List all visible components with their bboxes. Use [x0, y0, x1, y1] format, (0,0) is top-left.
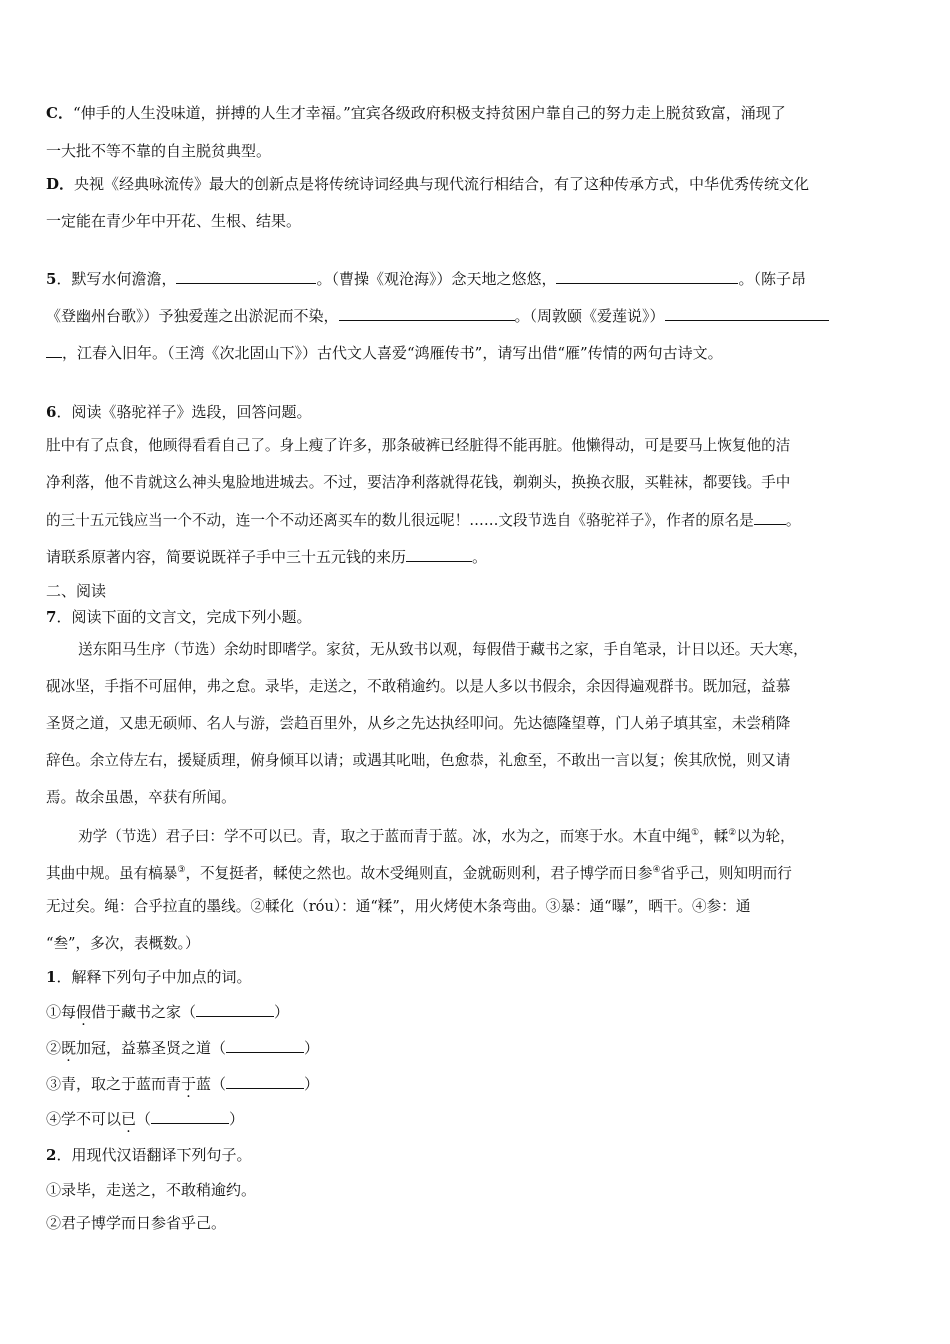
q7-notes-line1: 无过矣。绳：合乎拉直的墨线。②輮化（róu）：通“糅”，用火烤使木条弯曲。③暴：通“曝”，晒干。④参：通 [46, 898, 751, 915]
option-d-line2: 一定能在青少年中开花、生根、结果。 [46, 212, 302, 230]
sub1-item1-dotted-word: 假 [76, 1003, 92, 1021]
q5-blank-4[interactable] [665, 306, 829, 321]
option-c-line2: 一大批不等不靠的自主脱贫典型。 [46, 142, 272, 160]
q6-question-line [46, 547, 487, 567]
sub1-item3-c: 蓝（ [196, 1075, 227, 1093]
sub1-item4-blank[interactable] [151, 1109, 229, 1124]
option-d-label: D． [46, 175, 75, 193]
q5-line3 [46, 343, 723, 363]
q6-title-text: ．阅读《骆驼祥子》选段，回答问题。 [56, 403, 312, 421]
q6-passage-line1: 肚中有了点食，他顾得看看自己了。身上瘦了许多，那条破裤已经脏得不能再脏。他懒得动，可是要马上恢复他的洁 [46, 437, 791, 454]
sub1-item2-dotted-word: 既 [61, 1039, 77, 1057]
q6-text-d: 。 [472, 548, 488, 566]
q7-text2-a: 劝学（节选）君子曰：学不可以已。青，取之于蓝而青于蓝。冰，水为之，而寒于水。木直中绳 [78, 827, 691, 845]
footnote-1-marker: ① [690, 828, 700, 838]
q7-text2-d: 其曲中规。虽有槁暴 [46, 864, 178, 882]
sub1-item3-dotted-word: 于 [181, 1075, 197, 1093]
sub1-item-1 [46, 1002, 289, 1022]
sub1-item-4 [46, 1109, 244, 1129]
q7-text2-b: ，輮 [699, 827, 729, 845]
option-d-line1 [46, 174, 809, 194]
q7-text2-line1 [78, 823, 795, 847]
sub1-item2-close: ） [304, 1039, 320, 1057]
q7-text2-f: 省乎己，则知明而行 [660, 864, 792, 882]
sub2-item-2: ②君子博学而日参省乎己。 [46, 1214, 227, 1232]
q5-line2 [46, 306, 829, 326]
q7-number: 7 [46, 608, 57, 626]
footnote-3-marker: ③ [177, 865, 186, 875]
q5-text-a: ．默写水何澹澹， [56, 270, 177, 288]
sub1-item3-a: ③青，取之于蓝而青 [46, 1075, 182, 1093]
footnote-4-marker: ④ [652, 865, 661, 875]
q7-text2-c: 以为轮， [736, 827, 795, 845]
q5-text-c: 。（陈子昂 [738, 270, 806, 288]
q6-passage-line3 [46, 510, 800, 531]
q7-title-text: ．阅读下面的文言文，完成下列小题。 [56, 608, 312, 626]
q7-text1-line5: 焉。故余虽愚，卒获有所闻。 [46, 789, 236, 806]
q6-text-c: 请联系原著内容，简要说既祥子手中三十五元钱的来历 [46, 548, 407, 566]
q7-text2-line2 [46, 860, 792, 884]
q7-text1-line2: 砚冰坚，手指不可屈伸，弗之怠。录毕，走送之，不敢稍逾约。以是人多以书假余，余因得遍观群书。既加冠，益慕 [46, 678, 791, 695]
q6-text-a: 的三十五元钱应当一个不动，连一个不动还离买车的数儿很远呢！……文段节选自《骆驼祥子》，作者的原名是 [46, 512, 754, 529]
sub1-item-3 [46, 1074, 319, 1094]
sub1-title-text: ．解释下列句子中加点的词。 [56, 968, 252, 986]
sub1-item2-blank[interactable] [226, 1038, 304, 1053]
sub1-number: 1 [46, 968, 57, 986]
sub1-item1-c: 借于藏书之家（ [91, 1003, 197, 1021]
sub1-item4-dotted-word: 已 [121, 1110, 137, 1128]
q5-blank-3[interactable] [339, 306, 515, 321]
option-c-label: C． [46, 104, 73, 122]
sub2-title-text: ．用现代汉语翻译下列句子。 [56, 1146, 252, 1164]
section-2-heading: 二、阅读 [46, 582, 107, 600]
sub1-item2-a: ② [46, 1039, 62, 1057]
sub1-title [46, 967, 251, 987]
q6-title [46, 402, 311, 422]
q7-title [46, 607, 311, 627]
footnote-2-marker: ② [728, 828, 737, 838]
q6-text-b: 。 [785, 512, 801, 529]
q5-blank-4-cont[interactable] [46, 343, 62, 358]
q6-passage-line2: 净利落，他不肯就这么神头鬼脸地进城去。不过，要洁净利落就得花钱，剃剃头，换换衣服，买鞋袜，都要钱。手中 [46, 474, 791, 491]
sub1-item3-close: ） [304, 1075, 320, 1093]
q5-text-b: 。（曹操《观沧海》）念天地之悠悠， [316, 270, 557, 288]
q5-blank-1[interactable] [176, 269, 316, 284]
sub1-item-2 [46, 1038, 319, 1058]
sub1-item1-a: ①每 [46, 1003, 77, 1021]
q7-text1-line3: 圣贤之道，又患无硕师、名人与游，尝趋百里外，从乡之先达执经叩问。先达德隆望尊，门人弟子填其室，未尝稍降 [46, 715, 791, 732]
q6-number: 6 [46, 403, 57, 421]
q5-text-f: ，江春入旧年。（王湾《次北固山下》）古代文人喜爱“鸿雁传书”，请写出借“雁”传情的两句古诗文。 [62, 344, 723, 362]
q5-blank-2[interactable] [556, 269, 738, 284]
q7-text1-line4: 辞色。余立侍左右，援疑质理，俯身倾耳以请；或遇其叱咄，色愈恭，礼愈至，不敢出一言以复；俟其欣悦，则又请 [46, 752, 791, 769]
sub1-item4-c: （ [136, 1110, 152, 1128]
option-c-text: “伸手的人生没味道，拼搏的人生才幸福。”宜宾各级政府积极支持贫困户靠自己的努力走上脱贫致富，涌现了 [72, 104, 786, 122]
option-d-text: 央视《经典咏流传》最大的创新点是将传统诗词经典与现代流行相结合，有了这种传承方式，中华优秀传统文化 [74, 175, 810, 193]
q5-text-d: 《登幽州台歌》）予独爱莲之出淤泥而不染， [46, 307, 339, 325]
q5-text-e: 。（周敦颐《爱莲说》） [514, 307, 665, 325]
option-c-line1 [46, 103, 786, 123]
q6-blank-author[interactable] [754, 510, 786, 525]
sub1-item4-a: ④学不可以 [46, 1110, 122, 1128]
sub1-item1-close: ） [274, 1003, 290, 1021]
sub2-item-1: ①录毕，走送之，不敢稍逾约。 [46, 1181, 257, 1199]
sub1-item1-blank[interactable] [196, 1002, 274, 1017]
q5-number: 5 [46, 270, 57, 288]
q6-blank-origin[interactable] [406, 547, 472, 562]
sub2-number: 2 [46, 1146, 57, 1164]
sub2-title [46, 1145, 251, 1165]
sub1-item4-close: ） [229, 1110, 245, 1128]
sub1-item2-c: 加冠，益慕圣贤之道（ [76, 1039, 227, 1057]
q7-text1-line1: 送东阳马生序（节选）余幼时即嗜学。家贫，无从致书以观，每假借于藏书之家，手自笔录，计日以还。天大寒， [78, 641, 808, 658]
q7-notes-line2: “叁”，多次，表概数。） [46, 935, 200, 952]
q5-line1 [46, 269, 806, 289]
q7-text2-e: ，不复挺者，輮使之然也。故木受绳则直，金就砺则利，君子博学而日参 [185, 864, 653, 882]
sub1-item3-blank[interactable] [226, 1074, 304, 1089]
